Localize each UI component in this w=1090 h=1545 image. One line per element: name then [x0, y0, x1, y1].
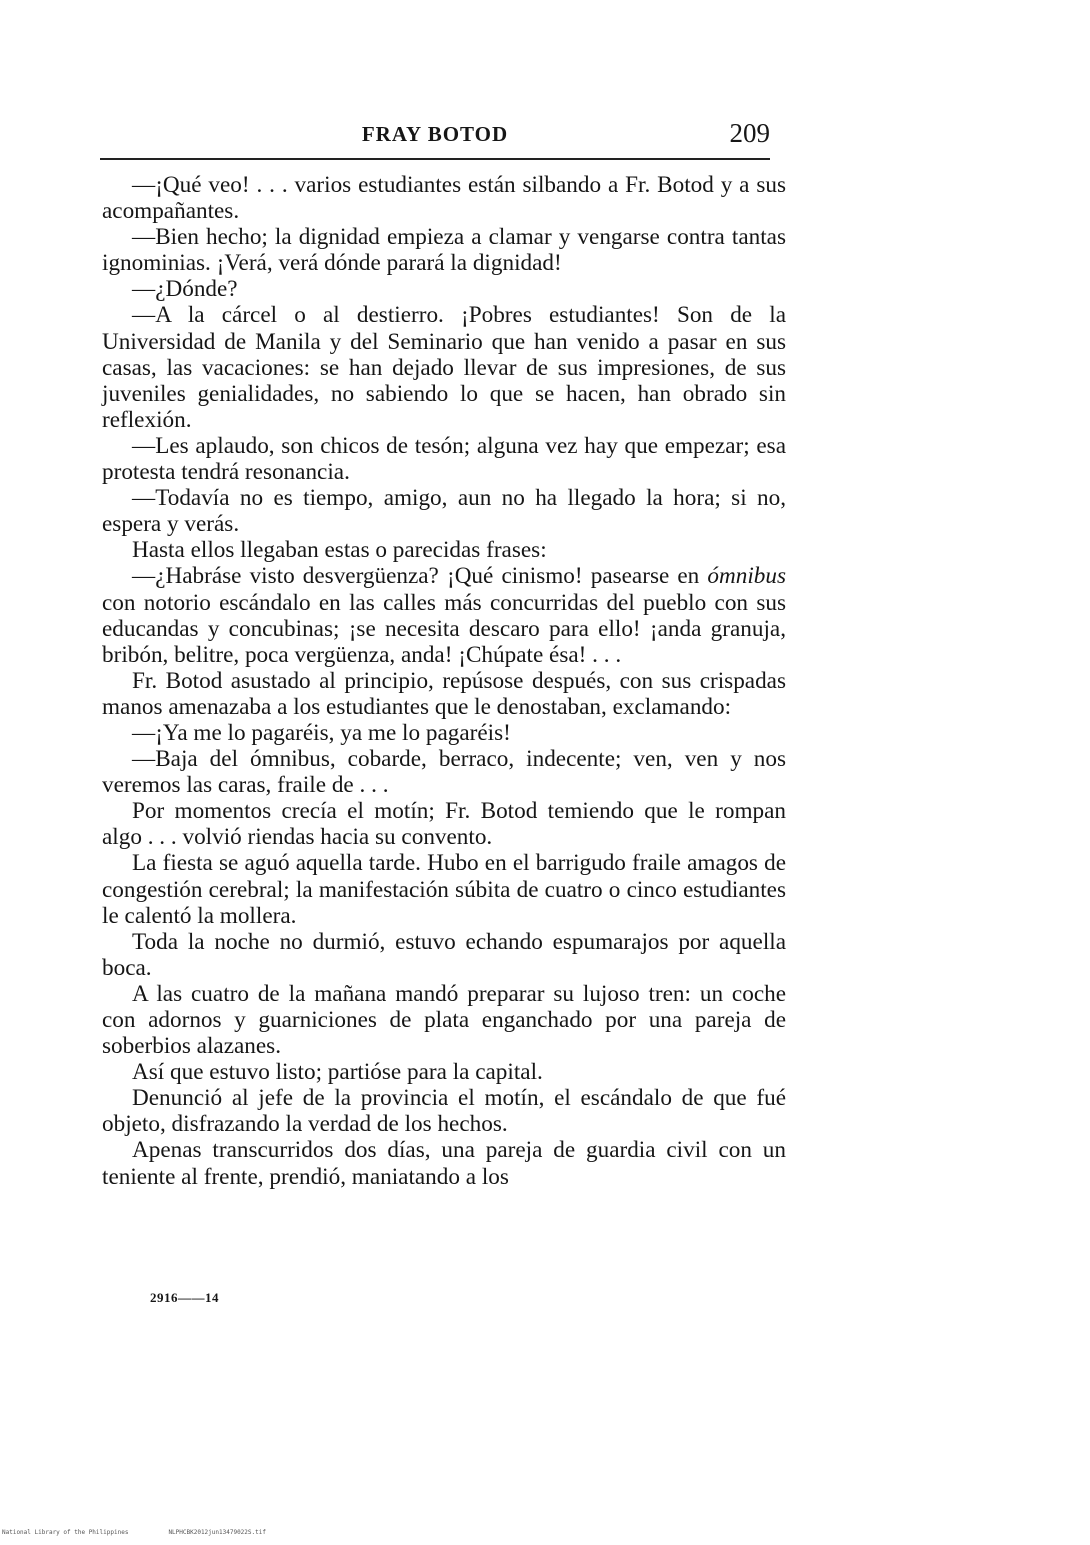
- running-head: [100, 118, 770, 160]
- paragraph: Así que estuvo listo; partióse para la capital.: [132, 1059, 543, 1086]
- italic-word: ómnibus: [707, 563, 786, 590]
- library-name: National Library of the Philippines: [2, 1529, 129, 1536]
- paragraph-text: con notorio escándalo en las calles más concurridas del pueblo con sus educandas y concubinas; ¡se necesita descaro para ello! ¡anda granuja, bribón, belitre, poca vergüenza, anda! ¡Chúpate ésa! . . .: [102, 589, 786, 668]
- paragraph: —Les aplaudo, son chicos de tesón; alguna vez hay que empezar; esa protesta tendrá resonancia.: [102, 432, 786, 486]
- paragraph: —¡Ya me lo pagaréis, ya me lo pagaréis!: [132, 719, 511, 746]
- body-text: [102, 172, 786, 1190]
- page-number: 209: [729, 118, 770, 148]
- paragraph: Fr. Botod asustado al principio, repúsose después, con sus crispadas manos amenazaba a los estudiantes que le denostaban, exclamando:: [102, 667, 786, 720]
- printer-signature: 2916——14: [150, 1290, 219, 1305]
- paragraph: La fiesta se aguó aquella tarde. Hubo en el barrigudo fraile amagos de congestión cerebral; la manifestación súbita de cuatro o cinco estudiantes le calentó la mollera.: [102, 850, 786, 929]
- paragraph: —Bien hecho; la dignidad empieza a clamar y vengarse contra tantas ignominias. ¡Verá, verá dónde parará la dignidad!: [102, 224, 786, 277]
- paragraph: —¡Qué veo! . . . varios estudiantes están silbando a Fr. Botod y a sus acompañantes.: [102, 172, 786, 225]
- paragraph: —Baja del ómnibus, cobarde, berraco, indecente; ven, ven y nos veremos las caras, fraile de . . .: [102, 746, 786, 799]
- paragraph: —¿Dónde?: [132, 276, 238, 303]
- paragraph: —A la cárcel o al destierro. ¡Pobres estudiantes! Son de la Universidad de Manila y del Seminario que han venido a pasar en sus casas, las vacaciones: se han dejado llevar de sus impresiones, de sus juveniles genialidades, no sabiendo lo que se hacen, han obrado sin reflexión.: [102, 302, 786, 433]
- paragraph: Hasta ellos llegaban estas o parecidas frases:: [132, 537, 547, 564]
- paragraph: Toda la noche no durmió, estuvo echando espumarajos por aquella boca.: [102, 928, 786, 981]
- paragraph: Apenas transcurridos dos días, una pareja de guardia civil con un teniente al frente, prendió, maniatando a los: [102, 1137, 786, 1190]
- scan-footer-stamp: [2, 1529, 306, 1536]
- running-title: FRAY BOTOD: [361, 122, 509, 146]
- file-id: NLPHCBK2012jun13479022S.tif: [168, 1529, 266, 1536]
- paragraph: —Todavía no es tiempo, amigo, aun no ha llegado la hora; si no, espera y verás.: [102, 485, 786, 538]
- paragraph-text: —¿Habráse visto desvergüenza? ¡Qué cinismo! pasearse en: [132, 563, 708, 590]
- paragraph: A las cuatro de la mañana mandó preparar su lujoso tren: un coche con adornos y guarniciones de plata enganchado por una pareja de soberbios alazanes.: [102, 980, 786, 1060]
- paragraph: Por momentos crecía el motín; Fr. Botod temiendo que le rompan algo . . . volvió riendas hacia su convento.: [102, 798, 786, 851]
- paragraph: Denunció al jefe de la provincia el motín, el escándalo de que fué objeto, disfrazando la verdad de los hechos.: [102, 1085, 786, 1138]
- paragraph: [102, 563, 786, 667]
